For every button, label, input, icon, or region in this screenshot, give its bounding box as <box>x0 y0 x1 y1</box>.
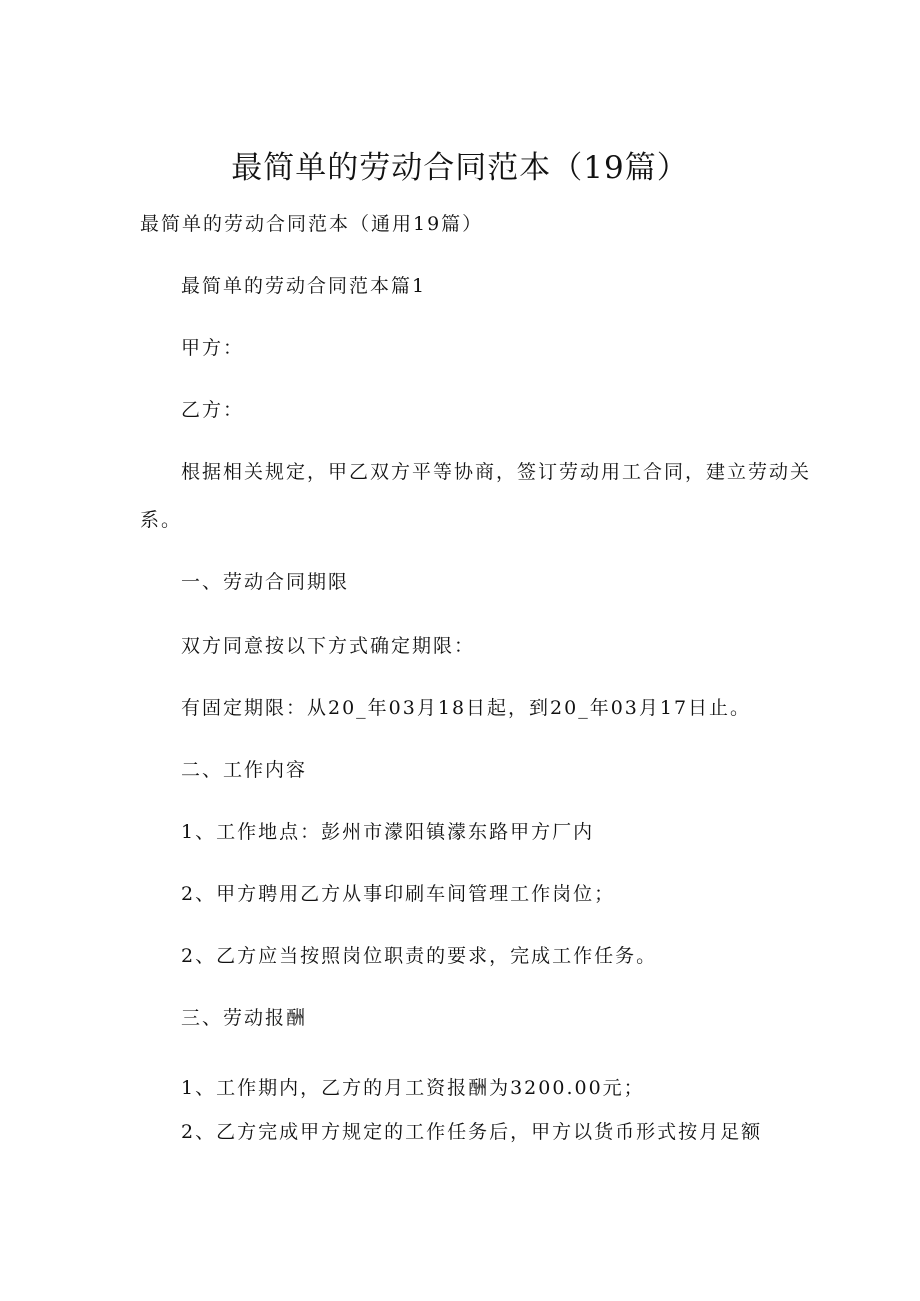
work-heading: 二、工作内容 <box>181 759 308 781</box>
work-item-duties: 2、乙方应当按照岗位职责的要求，完成工作任务。 <box>181 945 658 967</box>
work-item-location: 1、工作地点：彭州市濛阳镇濛东路甲方厂内 <box>181 821 595 843</box>
term-fixed-period: 有固定期限：从20_年03月18日起，到20_年03月17日止。 <box>181 697 752 719</box>
document-subtitle: 最简单的劳动合同范本（通用19篇） <box>140 213 484 235</box>
party-a-label: 甲方： <box>181 337 245 359</box>
party-b-label: 乙方： <box>181 399 245 421</box>
pay-item-salary: 1、工作期内，乙方的月工资报酬为3200.00元； <box>181 1077 645 1099</box>
document-title: 最简单的劳动合同范本（19篇） <box>231 150 689 186</box>
section-heading: 最简单的劳动合同范本篇1 <box>181 275 427 297</box>
work-item-position: 2、甲方聘用乙方从事印刷车间管理工作岗位； <box>181 883 616 905</box>
term-heading: 一、劳动合同期限 <box>181 571 350 593</box>
term-text: 双方同意按以下方式确定期限： <box>181 635 476 657</box>
pay-heading: 三、劳动报酬 <box>181 1007 308 1029</box>
intro-paragraph-line2: 系。 <box>140 509 183 531</box>
intro-paragraph-line1: 根据相关规定，甲乙双方平等协商，签订劳动用工合同，建立劳动关 <box>181 461 812 483</box>
pay-item-payment: 2、乙方完成甲方规定的工作任务后，甲方以货币形式按月足额 <box>181 1121 763 1143</box>
